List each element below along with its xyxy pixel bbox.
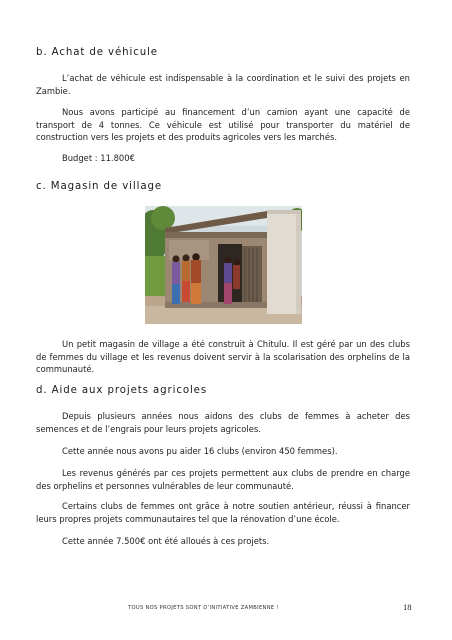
paragraph-truck-funding: Nous avons participé au financement d’un camion ayant une capacité de transport de 4 tonnes. Ce véhicule est utilisé pour transporter du matériel de construction vers les projets et des produits agricoles vers les marchés.	[36, 107, 410, 143]
page-number: 18	[403, 602, 412, 612]
paragraph-budget: Budget : 11.800€	[62, 153, 135, 163]
section-heading-vehicle: b. Achat de véhicule	[36, 47, 158, 58]
paragraph-allocation: Cette année 7.500€ ont été alloués à ces projets.	[62, 536, 270, 546]
paragraph-clubs-helped: Cette année nous avons pu aider 16 clubs (environ 450 femmes).	[62, 446, 338, 456]
section-heading-village-shop: c. Magasin de village	[36, 181, 163, 192]
page-footer: TOUS NOS PROJETS SONT D’INITIATIVE ZAMBIENNE !	[128, 605, 279, 611]
paragraph-womens-clubs: Depuis plusieurs années nous aidons des clubs de femmes à acheter des semences et de l’engrais pour leurs projets agricoles.	[36, 411, 410, 434]
paragraph-village-shop: Un petit magasin de village a été construit à Chitulu. Il est géré par un des clubs de femmes du village et les revenus doivent servir à la scolarisation des orphelins de la communauté.	[36, 339, 410, 375]
paragraph-community-projects: Certains clubs de femmes ont grâce à notre soutien antérieur, réussi à financer leurs propres projets communautaires tel que la rénovation d’une école.	[36, 501, 410, 524]
paragraph-revenues: Les revenus générés par ces projets permettent aux clubs de prendre en charge des orphelins et personnes vulnérables de leur communauté.	[36, 468, 410, 491]
section-heading-agricultural-projects: d. Aide aux projets agricoles	[36, 385, 208, 396]
village-shop-photo	[145, 206, 302, 324]
paragraph-vehicle-intro: L’achat de véhicule est indispensable à la coordination et le suivi des projets en Zambie.	[36, 73, 410, 96]
